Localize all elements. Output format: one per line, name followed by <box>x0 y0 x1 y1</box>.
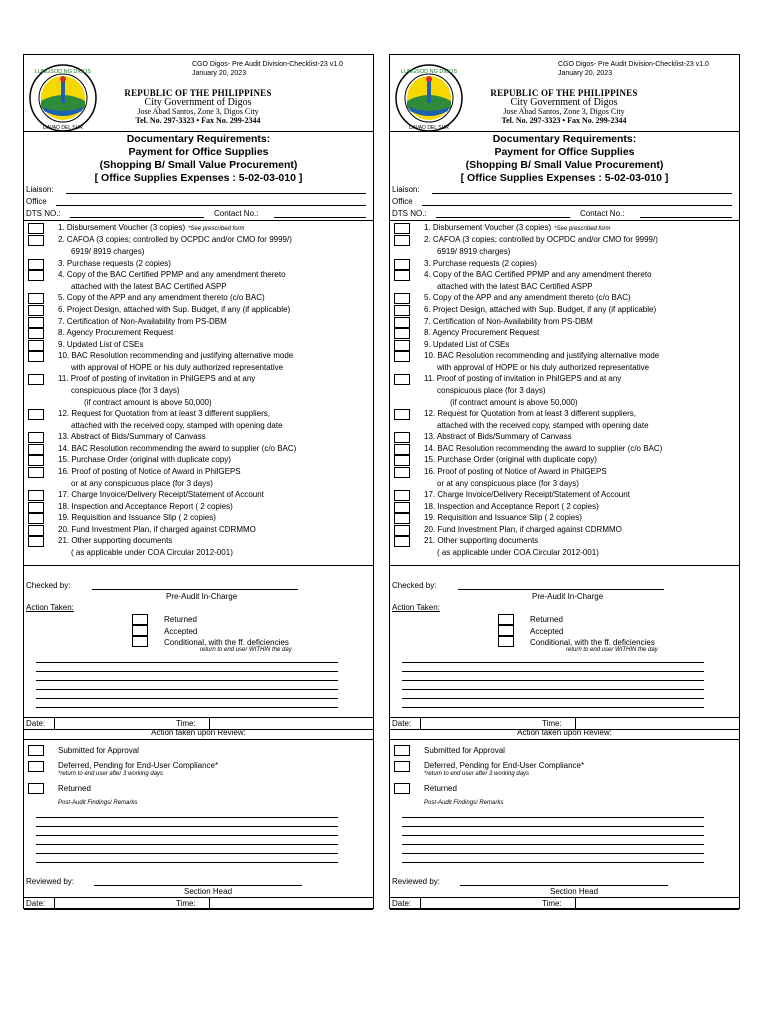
checklist-item: 16. Proof of posting of Notice of Award in PhilGEPS <box>424 467 607 476</box>
checklist-note: *See prescribed form <box>554 226 611 232</box>
checklist-item: attached with the latest BAC Certified ASPP <box>71 282 227 291</box>
checklist-item: 6919/ 8919 charges) <box>437 247 511 256</box>
checklist-checkbox[interactable] <box>28 223 44 234</box>
checked-by-field[interactable] <box>458 581 664 590</box>
checklist-item: ( as applicable under COA Circular 2012-001) <box>71 548 233 557</box>
submitted-checkbox[interactable] <box>28 745 44 756</box>
checklist-checkbox[interactable] <box>28 525 44 536</box>
agency-header: REPUBLIC OF THE PHILIPPINES City Government of Digos Jose Abad Santos, Zone 3, Digos City Tel. No. 297-3323 • Fax No. 299-2344 <box>124 88 272 125</box>
contact-field[interactable] <box>274 209 366 218</box>
post-audit-label: Post-Audit Findings/ Remarks <box>58 800 138 806</box>
checklist-item: 15. Purchase Order (original with duplicate copy) <box>424 455 597 464</box>
city-seal-logo <box>28 63 98 133</box>
return-note: return to end user WITHIN the day <box>566 647 658 653</box>
remarks-line[interactable] <box>36 817 338 818</box>
checklist-item: 1. Disbursement Voucher (3 copies) *See prescribed form <box>58 223 245 232</box>
date-label: Date: <box>26 719 46 728</box>
returned-checkbox[interactable] <box>132 614 148 625</box>
checklist-item: conspicuous place (for 3 days) <box>71 386 180 395</box>
checklist-item: 19. Requisition and Issuance Slip ( 2 copies) <box>58 513 216 522</box>
time-label: Time: <box>542 899 562 908</box>
submitted-label: Submitted for Approval <box>424 746 505 755</box>
svg-text:DAVAO DEL SUR: DAVAO DEL SUR <box>409 125 449 131</box>
checklist-checkbox[interactable] <box>28 536 44 547</box>
contact-label: Contact No.: <box>214 209 259 218</box>
checklist-item: 18. Inspection and Acceptance Report ( 2 copies) <box>424 502 599 511</box>
time-label: Time: <box>176 899 196 908</box>
accepted-label: Accepted <box>164 627 198 636</box>
checklist-checkbox[interactable] <box>394 259 410 270</box>
returned-label: Returned <box>530 615 563 624</box>
returned2-checkbox[interactable] <box>394 783 410 794</box>
review-title: Action taken upon Review: <box>517 728 612 737</box>
liaison-field[interactable] <box>432 185 732 194</box>
checklist-checkbox[interactable] <box>394 317 410 328</box>
remarks-line[interactable] <box>36 826 338 827</box>
date-label: Date: <box>26 899 46 908</box>
contact-label: Contact No.: <box>580 209 625 218</box>
checklist-item: 3. Purchase requests (2 copies) <box>424 259 537 268</box>
checklist-item: 20. Fund Investment Plan, if charged against CDRMMO <box>424 525 622 534</box>
checklist-checkbox[interactable] <box>394 351 410 362</box>
checklist-item: 4. Copy of the BAC Certified PPMP and any amendment thereto <box>58 270 286 279</box>
checklist-checkbox[interactable] <box>28 444 44 455</box>
remarks-line[interactable] <box>402 817 704 818</box>
deficiency-line[interactable] <box>402 707 704 708</box>
deficiency-line[interactable] <box>402 698 704 699</box>
deficiency-line[interactable] <box>36 662 338 663</box>
checklist-item: 16. Proof of posting of Notice of Award in PhilGEPS <box>58 467 241 476</box>
checklist-item: attached with the latest BAC Certified ASPP <box>437 282 593 291</box>
accepted-checkbox[interactable] <box>132 625 148 636</box>
deficiency-line[interactable] <box>36 680 338 681</box>
checklist-item: 6. Project Design, attached with Sup. Budget, if any (if applicable) <box>424 305 657 314</box>
checklist-item: (if contract amount is above 50,000) <box>84 398 212 407</box>
checklist-checkbox[interactable] <box>28 502 44 513</box>
checklist-item: 10. BAC Resolution recommending and justifying alternative mode <box>58 351 294 360</box>
checklist-form-right <box>389 54 740 909</box>
form-code: CGO Digos- Pre Audit Division-Checklist-23 v1.0 January 20, 2023 <box>558 61 709 77</box>
deficiency-line[interactable] <box>36 671 338 672</box>
checklist-checkbox[interactable] <box>28 409 44 420</box>
checklist-item: ( as applicable under COA Circular 2012-001) <box>437 548 599 557</box>
deferred-checkbox[interactable] <box>394 761 410 772</box>
returned2-label: Returned <box>58 784 91 793</box>
liaison-field[interactable] <box>66 185 366 194</box>
liaison-label: Liaison: <box>26 185 54 194</box>
checklist-checkbox[interactable] <box>28 455 44 466</box>
deficiency-line[interactable] <box>402 689 704 690</box>
remarks-line[interactable] <box>402 853 704 854</box>
checklist-item: 8. Agency Procurement Request <box>58 328 174 337</box>
checklist-item: 9. Updated List of CSEs <box>424 340 510 349</box>
checklist-checkbox[interactable] <box>394 467 410 478</box>
checklist-checkbox[interactable] <box>28 467 44 478</box>
checked-by-label: Checked by: <box>392 581 437 590</box>
returned2-checkbox[interactable] <box>28 783 44 794</box>
date-label: Date: <box>392 899 412 908</box>
checklist-checkbox[interactable] <box>394 340 410 351</box>
svg-text:LUNGSOD NG DIGOS: LUNGSOD NG DIGOS <box>400 69 458 75</box>
deferred-note: *return to end user after 3 working days <box>424 771 530 777</box>
checklist-checkbox[interactable] <box>28 351 44 362</box>
conditional-checkbox[interactable] <box>132 636 148 647</box>
checklist-item: with approval of HOPE or his duly authorized representative <box>437 363 650 372</box>
form-title: Documentary Requirements: Payment for Office Supplies (Shopping B/ Small Value Procurement) [ Office Supplies Expenses : 5-02-03-010 ] <box>460 133 669 184</box>
deferred-checkbox[interactable] <box>28 761 44 772</box>
contact-field[interactable] <box>640 209 732 218</box>
checklist-checkbox[interactable] <box>394 536 410 547</box>
dts-field[interactable] <box>70 209 204 218</box>
checklist-item: 21. Other supporting documents <box>58 536 173 545</box>
svg-text:LUNGSOD NG DIGOS: LUNGSOD NG DIGOS <box>34 69 92 75</box>
time-label: Time: <box>176 719 196 728</box>
checklist-item: 18. Inspection and Acceptance Report ( 2 copies) <box>58 502 233 511</box>
checklist-checkbox[interactable] <box>394 455 410 466</box>
deficiency-line[interactable] <box>36 689 338 690</box>
returned-label: Returned <box>164 615 197 624</box>
conditional-checkbox[interactable] <box>498 636 514 647</box>
remarks-line[interactable] <box>36 835 338 836</box>
checklist-checkbox[interactable] <box>394 270 410 281</box>
checklist-checkbox[interactable] <box>394 525 410 536</box>
checklist-item: 19. Requisition and Issuance Slip ( 2 copies) <box>424 513 582 522</box>
submitted-checkbox[interactable] <box>394 745 410 756</box>
deficiency-line[interactable] <box>402 680 704 681</box>
remarks-line[interactable] <box>36 853 338 854</box>
review-date-time-row <box>390 897 739 910</box>
submitted-label: Submitted for Approval <box>58 746 139 755</box>
checklist-checkbox[interactable] <box>28 328 44 339</box>
checklist-item: 21. Other supporting documents <box>424 536 539 545</box>
checklist-item: with approval of HOPE or his duly authorized representative <box>71 363 284 372</box>
checklist-checkbox[interactable] <box>394 328 410 339</box>
pre-audit-label: Pre-Audit In-Charge <box>166 592 238 601</box>
checklist-checkbox[interactable] <box>394 235 410 246</box>
checklist-checkbox[interactable] <box>28 374 44 385</box>
checklist-item: (if contract amount is above 50,000) <box>450 398 578 407</box>
svg-text:DAVAO DEL SUR: DAVAO DEL SUR <box>43 125 83 131</box>
section-head-label: Section Head <box>184 887 233 896</box>
checklist-item: 14. BAC Resolution recommending the award to supplier (c/o BAC) <box>58 444 297 453</box>
checklist-item: 7. Certification of Non-Availability from PS-DBM <box>424 317 593 326</box>
checklist-checkbox[interactable] <box>394 409 410 420</box>
returned2-label: Returned <box>424 784 457 793</box>
deferred-note: *return to end user after 3 working days <box>58 771 164 777</box>
checklist-item: 2. CAFOA (3 copies; controlled by OCPDC and/or CMO for 9999/) <box>58 235 292 244</box>
checklist-checkbox[interactable] <box>394 432 410 443</box>
checked-by-field[interactable] <box>92 581 298 590</box>
checklist-checkbox[interactable] <box>28 259 44 270</box>
time-label: Time: <box>542 719 562 728</box>
checklist-item: 12. Request for Quotation from at least 3 different suppliers, <box>58 409 270 418</box>
action-taken-label: Action Taken: <box>392 603 440 612</box>
checklist-checkbox[interactable] <box>28 305 44 316</box>
review-date-time-row <box>24 897 373 910</box>
checklist-item: 20. Fund Investment Plan, if charged against CDRMMO <box>58 525 256 534</box>
remarks-line[interactable] <box>402 844 704 845</box>
checklist-note: *See prescribed form <box>188 226 245 232</box>
checklist-checkbox[interactable] <box>394 513 410 524</box>
remarks-line[interactable] <box>36 844 338 845</box>
checklist-item: or at any conspicuous place (for 3 days) <box>71 479 213 488</box>
deficiency-line[interactable] <box>36 707 338 708</box>
checklist-item: 12. Request for Quotation from at least 3 different suppliers, <box>424 409 636 418</box>
checklist-item: 10. BAC Resolution recommending and justifying alternative mode <box>424 351 660 360</box>
checklist-checkbox[interactable] <box>394 223 410 234</box>
checklist-item: 7. Certification of Non-Availability from PS-DBM <box>58 317 227 326</box>
deficiency-line[interactable] <box>36 698 338 699</box>
checklist-item: 6919/ 8919 charges) <box>71 247 145 256</box>
city-seal-logo <box>394 63 464 133</box>
liaison-label: Liaison: <box>392 185 420 194</box>
checklist-checkbox[interactable] <box>394 502 410 513</box>
checklist-checkbox[interactable] <box>28 235 44 246</box>
agency-header: REPUBLIC OF THE PHILIPPINES City Government of Digos Jose Abad Santos, Zone 3, Digos City Tel. No. 297-3323 • Fax No. 299-2344 <box>490 88 638 125</box>
office-field[interactable] <box>422 197 732 206</box>
checklist-item: conspicuous place (for 3 days) <box>437 386 546 395</box>
dts-label: DTS NO.: <box>392 209 427 218</box>
checklist-item: 17. Charge Invoice/Delivery Receipt/Statement of Account <box>424 490 630 499</box>
checklist-checkbox[interactable] <box>394 293 410 304</box>
checklist-item: 5. Copy of the APP and any amendment thereto (c/o BAC) <box>424 293 631 302</box>
deferred-label: Deferred, Pending for End-User Compliance* <box>424 761 585 770</box>
checked-by-label: Checked by: <box>26 581 71 590</box>
checklist-item: 13. Abstract of Bids/Summary of Canvass <box>58 432 206 441</box>
checklist-item: or at any conspicuous place (for 3 days) <box>437 479 579 488</box>
checklist-item: 2. CAFOA (3 copies; controlled by OCPDC and/or CMO for 9999/) <box>424 235 658 244</box>
checklist-item: 1. Disbursement Voucher (3 copies) *See prescribed form <box>424 223 611 232</box>
action-taken-label: Action Taken: <box>26 603 74 612</box>
reviewed-by-label: Reviewed by: <box>26 877 75 886</box>
checklist-form-left <box>23 54 374 909</box>
section-head-label: Section Head <box>550 887 599 896</box>
remarks-line[interactable] <box>36 862 338 863</box>
checklist-item: 9. Updated List of CSEs <box>58 340 144 349</box>
review-title: Action taken upon Review: <box>151 728 246 737</box>
accepted-checkbox[interactable] <box>498 625 514 636</box>
return-note: return to end user WITHIN the day <box>200 647 292 653</box>
office-label: Office <box>26 197 47 206</box>
checklist-item: 13. Abstract of Bids/Summary of Canvass <box>424 432 572 441</box>
checklist-item: 14. BAC Resolution recommending the award to supplier (c/o BAC) <box>424 444 663 453</box>
office-label: Office <box>392 197 413 206</box>
deficiency-line[interactable] <box>402 671 704 672</box>
checklist-checkbox[interactable] <box>394 305 410 316</box>
accepted-label: Accepted <box>530 627 564 636</box>
form-code: CGO Digos- Pre Audit Division-Checklist-23 v1.0 January 20, 2023 <box>192 61 343 77</box>
checklist-checkbox[interactable] <box>28 432 44 443</box>
checklist-checkbox[interactable] <box>394 444 410 455</box>
checklist-checkbox[interactable] <box>394 374 410 385</box>
checklist-item: 3. Purchase requests (2 copies) <box>58 259 171 268</box>
checklist-item: 17. Charge Invoice/Delivery Receipt/Statement of Account <box>58 490 264 499</box>
remarks-line[interactable] <box>402 826 704 827</box>
checklist-item: 11. Proof of posting of invitation in PhilGEPS and at any <box>58 374 256 383</box>
reviewed-by-field[interactable] <box>460 877 668 886</box>
checklist-item: 6. Project Design, attached with Sup. Budget, if any (if applicable) <box>58 305 291 314</box>
checklist-item: 4. Copy of the BAC Certified PPMP and any amendment thereto <box>424 270 652 279</box>
checklist-checkbox[interactable] <box>28 340 44 351</box>
conditional-label: Conditional, with the ff. deficiencies <box>164 638 289 647</box>
checklist-item: 11. Proof of posting of invitation in PhilGEPS and at any <box>424 374 622 383</box>
remarks-line[interactable] <box>402 862 704 863</box>
reviewed-by-label: Reviewed by: <box>392 877 441 886</box>
post-audit-label: Post-Audit Findings/ Remarks <box>424 800 504 806</box>
conditional-label: Conditional, with the ff. deficiencies <box>530 638 655 647</box>
checklist-checkbox[interactable] <box>28 317 44 328</box>
checklist-checkbox[interactable] <box>28 293 44 304</box>
checklist-checkbox[interactable] <box>28 270 44 281</box>
checklist-checkbox[interactable] <box>28 490 44 501</box>
reviewed-by-field[interactable] <box>94 877 302 886</box>
deferred-label: Deferred, Pending for End-User Compliance* <box>58 761 219 770</box>
checklist-item: 15. Purchase Order (original with duplicate copy) <box>58 455 231 464</box>
checklist-item: attached with the received copy, stamped with opening date <box>71 421 283 430</box>
pre-audit-label: Pre-Audit In-Charge <box>532 592 604 601</box>
dts-field[interactable] <box>436 209 570 218</box>
checklist-checkbox[interactable] <box>28 513 44 524</box>
date-label: Date: <box>392 719 412 728</box>
checklist-item: 5. Copy of the APP and any amendment thereto (c/o BAC) <box>58 293 265 302</box>
remarks-line[interactable] <box>402 835 704 836</box>
checklist-item: attached with the received copy, stamped with opening date <box>437 421 649 430</box>
form-title: Documentary Requirements: Payment for Office Supplies (Shopping B/ Small Value Procurement) [ Office Supplies Expenses : 5-02-03-010 ] <box>94 133 303 184</box>
returned-checkbox[interactable] <box>498 614 514 625</box>
checklist-checkbox[interactable] <box>394 490 410 501</box>
dts-label: DTS NO.: <box>26 209 61 218</box>
deficiency-line[interactable] <box>402 662 704 663</box>
office-field[interactable] <box>56 197 366 206</box>
checklist-item: 8. Agency Procurement Request <box>424 328 540 337</box>
